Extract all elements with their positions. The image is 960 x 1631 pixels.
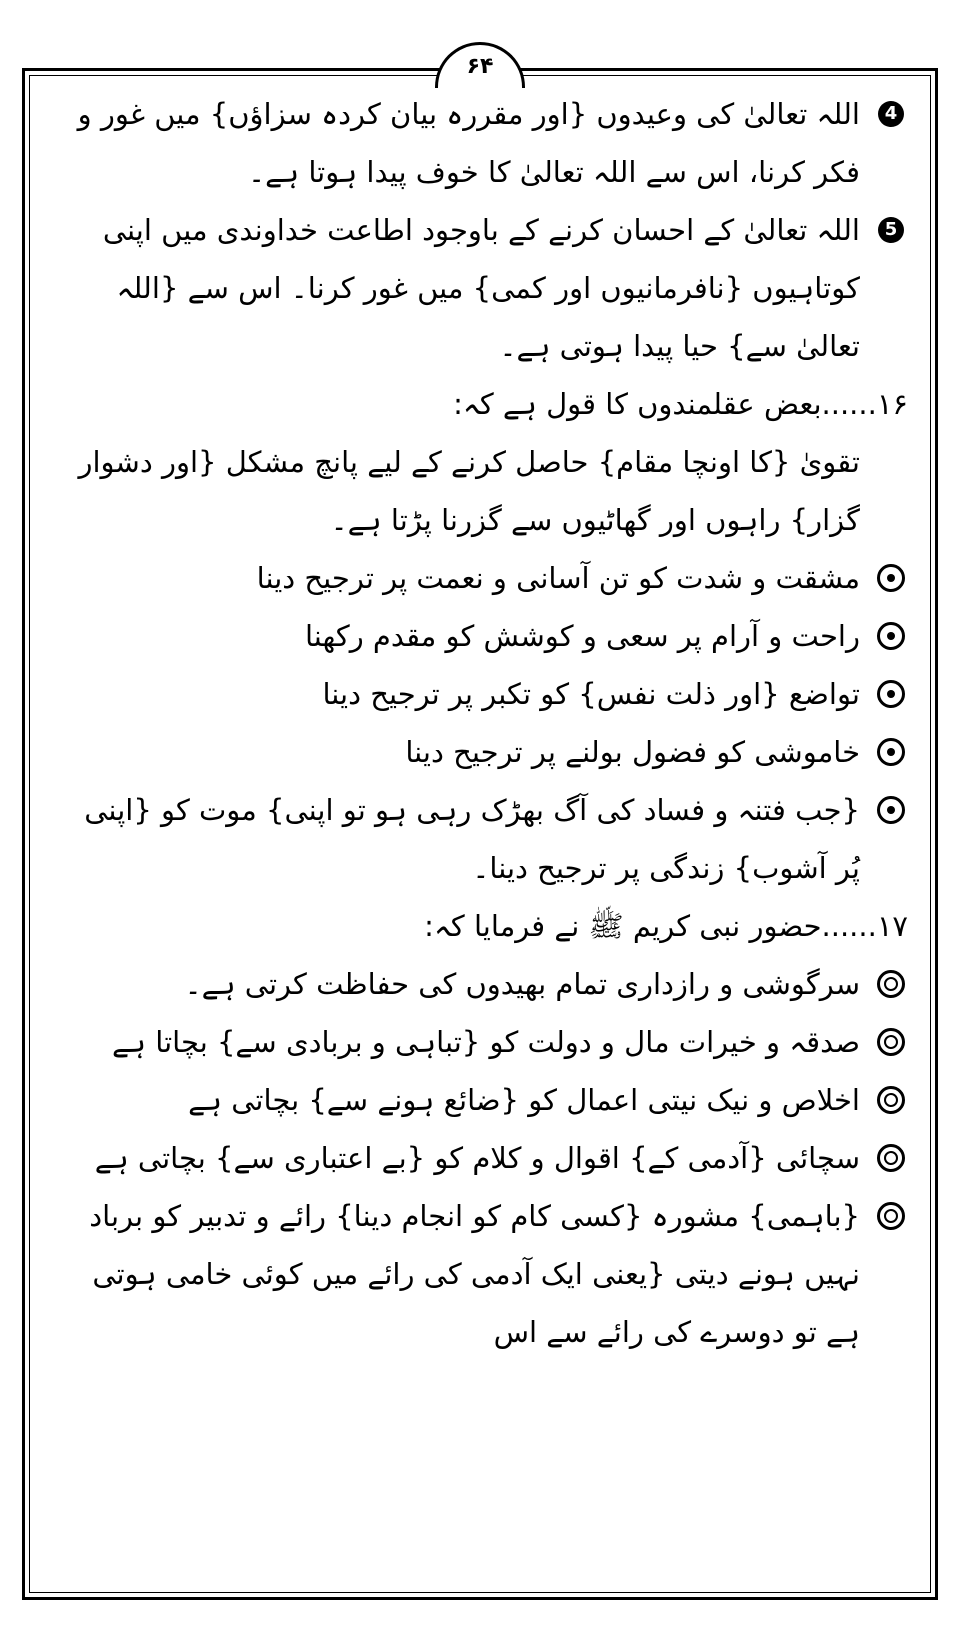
number-circle-icon: 4: [874, 97, 908, 131]
dot-bullet-icon: [874, 561, 908, 595]
item-text: اللہ تعالیٰ کی وعیدوں {اور مقررہ بیان کردہ سزاؤں} میں غور و فکر کرنا، اس سے اللہ تعالیٰ کا خوف پیدا ہوتا ہے۔: [77, 97, 860, 189]
page-content: [52, 85, 908, 1591]
list-item: {جب فتنہ و فساد کی آگ بھڑک رہی ہو تو اپنی} موت کو {اپنی پُر آشوب} زندگی پر ترجیح دینا۔: [52, 781, 908, 897]
ring-bullet-icon: [874, 967, 908, 1001]
number-circle-icon: 5: [874, 213, 908, 247]
section-17-heading: ۱۷......حضور نبی کریم ﷺ نے فرمایا کہ:: [424, 909, 908, 943]
dot-bullet-icon: [874, 619, 908, 653]
ring-bullet-icon: [874, 1199, 908, 1233]
list-item: راحت و آرام پر سعی و کوشش کو مقدم رکھنا: [52, 607, 908, 665]
numbered-item-4: [52, 85, 908, 201]
ring-bullet-icon: [874, 1141, 908, 1175]
list-item: {باہمی} مشورہ {کسی کام کو انجام دینا} رائے و تدبیر کو برباد نہیں ہونے دیتی {یعنی ایک آدمی کی رائے میں کوئی خامی ہوتی ہے تو دوسرے کی رائے سے اس: [52, 1187, 908, 1361]
ring-bullet-icon: [874, 1025, 908, 1059]
list-item: مشقت و شدت کو تن آسانی و نعمت پر ترجیح دینا: [52, 549, 908, 607]
list-item: صدقہ و خیرات مال و دولت کو {تباہی و بربادی سے} بچاتا ہے: [52, 1013, 908, 1071]
dot-bullet-icon: [874, 677, 908, 711]
list-item: تواضع {اور ذلت نفس} کو تکبر پر ترجیح دینا: [52, 665, 908, 723]
numbered-item-5: [52, 201, 908, 375]
ring-bullet-icon: [874, 1083, 908, 1117]
section-16-intro: تقویٰ {کا اونچا مقام} حاصل کرنے کے لیے پانچ مشکل {اور دشوار گزار} راہوں اور گھاٹیوں سے گزرنا پڑتا ہے۔: [78, 445, 860, 537]
dot-bullet-icon: [874, 735, 908, 769]
section-16-heading: ۱۶......بعض عقلمندوں کا قول ہے کہ:: [453, 387, 908, 421]
list-item: سرگوشی و رازداری تمام بھیدوں کی حفاظت کرتی ہے۔: [52, 955, 908, 1013]
dot-bullet-icon: [874, 793, 908, 827]
page-number-badge: [435, 42, 525, 88]
page-number: ۶۴: [466, 54, 494, 79]
list-item: خاموشی کو فضول بولنے پر ترجیح دینا: [52, 723, 908, 781]
item-text: اللہ تعالیٰ کے احسان کرنے کے باوجود اطاعت خداوندی میں اپنی کوتاہیوں {نافرمانیوں اور کمی} میں غور کرنا۔ اس سے {اللہ تعالیٰ سے} حیا پیدا ہوتی ہے۔: [102, 213, 860, 363]
list-item: سچائی {آدمی کے} اقوال و کلام کو {بے اعتباری سے} بچاتی ہے: [52, 1129, 908, 1187]
list-item: اخلاص و نیک نیتی اعمال کو {ضائع ہونے سے} بچاتی ہے: [52, 1071, 908, 1129]
